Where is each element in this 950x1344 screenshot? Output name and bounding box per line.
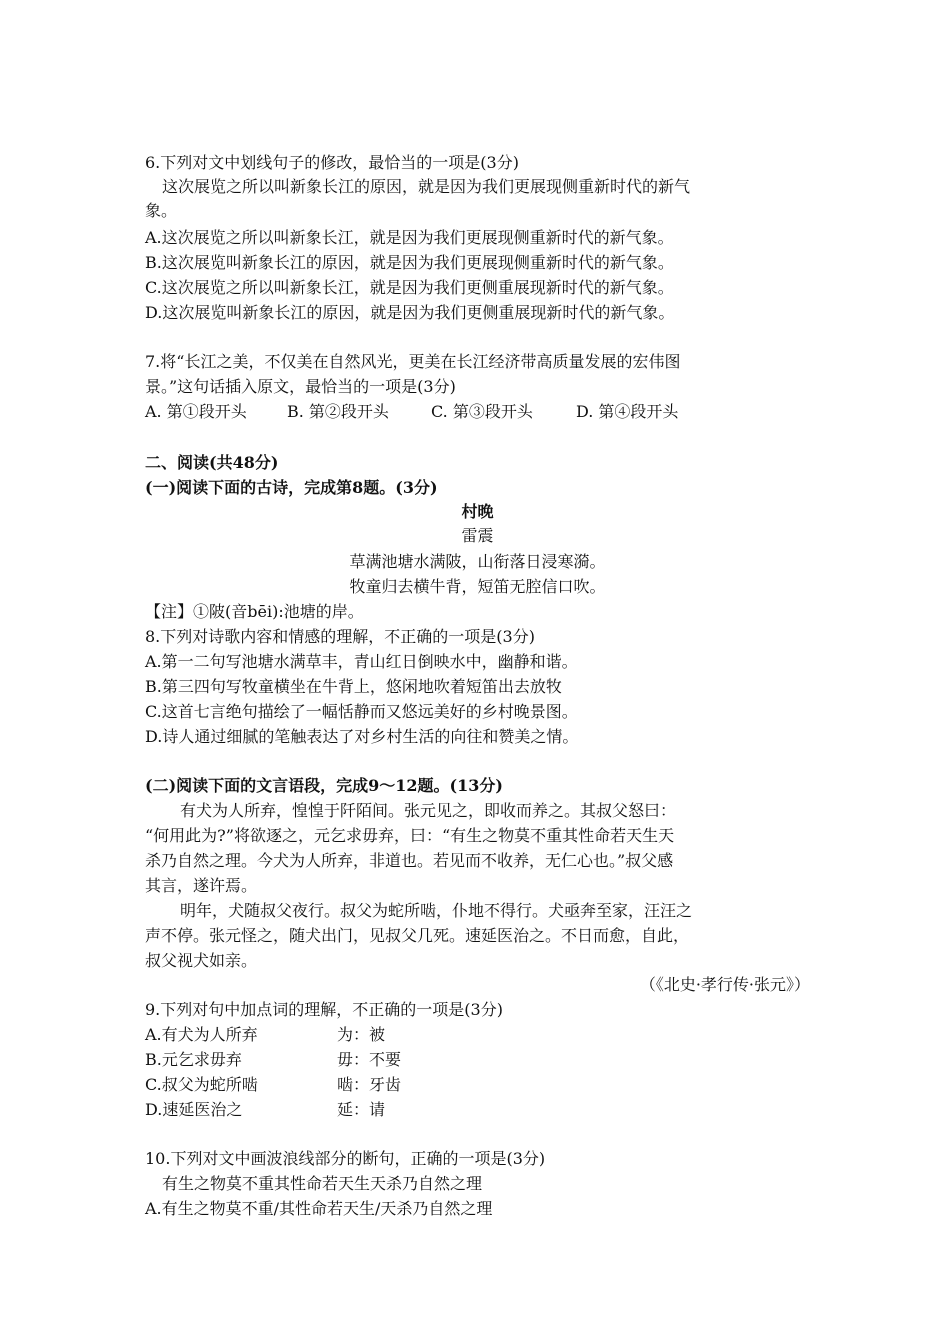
- q6-sentence: 这次展览之所以叫新象长江的原因，就是因为我们更展现侧重新时代的新气: [162, 177, 691, 196]
- q9-option-c-sentence: C.叔父为蛇所啮: [145, 1075, 258, 1094]
- passage-p2-line-1: 明年，犬随叔父夜行。叔父为蛇所啮，仆地不得行。犬亟奔至家，汪汪之: [180, 901, 693, 920]
- q7-option-d: D. 第④段开头: [576, 402, 679, 421]
- poem-line-2: 牧童归去横牛背，短笛无腔信口吹。: [349, 577, 606, 596]
- passage-source: （《北史·孝行传·张元》）: [639, 975, 810, 994]
- q8-option-a: A.第一二句写池塘水满草丰，青山红日倒映水中，幽静和谐。: [145, 652, 578, 671]
- section2-title: 二、阅读(共48分): [145, 453, 279, 472]
- q8-stem: 8.下列对诗歌内容和情感的理解，不正确的一项是(3分): [145, 627, 535, 646]
- q9-option-a-gloss: 为：被: [337, 1025, 386, 1044]
- poem-author: 雷震: [461, 526, 494, 545]
- passage-p2-line-2: 声不停。张元怪之，随犬出门，见叔父几死。速延医治之。不日而愈，自此，: [145, 926, 690, 945]
- q6-option-c: C.这次展览之所以叫新象长江，就是因为我们更侧重展现新时代的新气象。: [145, 278, 674, 297]
- q6-option-b: B.这次展览叫新象长江的原因，就是因为我们更展现侧重新时代的新气象。: [145, 253, 674, 272]
- q9-option-a-sentence: A.有犬为人所弃: [145, 1025, 258, 1044]
- q8-option-d: D.诗人通过细腻的笔触表达了对乡村生活的向往和赞美之情。: [145, 727, 579, 746]
- poem-line-1: 草满池塘水满陂，山衔落日浸寒漪。: [349, 552, 606, 571]
- q9-option-b-gloss: 毋：不要: [337, 1050, 402, 1069]
- q9-option-b: [145, 1048, 810, 1072]
- q10-stem: 10.下列对文中画波浪线部分的断句，正确的一项是(3分): [145, 1149, 546, 1168]
- q9-stem: 9.下列对句中加点词的理解，不正确的一项是(3分): [145, 1000, 503, 1019]
- q7-option-c: C. 第③段开头: [431, 402, 533, 421]
- q9-option-d-gloss: 延：请: [337, 1100, 386, 1119]
- part2-title: (二)阅读下面的文言语段，完成9～12题。(13分): [145, 776, 503, 795]
- q7-option-b: B. 第②段开头: [287, 402, 389, 421]
- q7-option-a: A. 第①段开头: [145, 402, 247, 421]
- passage-p1-line-3: 杀乃自然之理。今犬为人所弃，非道也。若见而不收养，无仁心也。”叔父感: [145, 851, 674, 870]
- passage-p1-line-4: 其言，遂许焉。: [145, 876, 258, 895]
- q7-stem-cont: 景。”这句话插入原文，最恰当的一项是(3分): [145, 377, 456, 396]
- part1-title: (一)阅读下面的古诗，完成第8题。(3分): [145, 478, 438, 497]
- poem-note: 【注】①陂(音bēi):池塘的岸。: [145, 602, 364, 621]
- q8-option-c: C.这首七言绝句描绘了一幅恬静而又悠远美好的乡村晚景图。: [145, 702, 578, 721]
- q6-stem: 6.下列对文中划线句子的修改，最恰当的一项是(3分): [145, 153, 519, 172]
- q10-sentence: 有生之物莫不重其性命若天生天杀乃自然之理: [162, 1174, 483, 1193]
- passage-p1-line-2: “何用此为?”将欲逐之，元乞求毋弃，曰：“有生之物莫不重其性命若天生天: [145, 826, 675, 845]
- q8-option-b: B.第三四句写牧童横坐在牛背上，悠闲地吹着短笛出去放牧: [145, 677, 562, 696]
- q9-option-b-sentence: B.元乞求毋弃: [145, 1050, 242, 1069]
- passage-p2-line-3: 叔父视犬如亲。: [145, 951, 258, 970]
- q7-stem: 7.将“长江之美，不仅美在自然风光，更美在长江经济带高质量发展的宏伟图: [145, 352, 681, 371]
- q9-option-d-sentence: D.速延医治之: [145, 1100, 243, 1119]
- q7-options: [145, 400, 810, 424]
- q10-option-a: A.有生之物莫不重/其性命若天生/天杀乃自然之理: [145, 1199, 493, 1218]
- poem-title: 村晚: [461, 502, 494, 521]
- q9-option-d: [145, 1098, 810, 1122]
- q6-option-d: D.这次展览叫新象长江的原因，就是因为我们更侧重展现新时代的新气象。: [145, 303, 675, 322]
- q6-sentence-cont: 象。: [145, 201, 178, 220]
- q9-option-c-gloss: 啮：牙齿: [337, 1075, 402, 1094]
- passage-p1-line-1: 有犬为人所弃，惶惶于阡陌间。张元见之，即收而养之。其叔父怒曰：: [180, 801, 677, 820]
- q9-option-c: [145, 1073, 810, 1097]
- q6-option-a: A.这次展览之所以叫新象长江，就是因为我们更展现侧重新时代的新气象。: [145, 228, 674, 247]
- q9-option-a: [145, 1023, 810, 1047]
